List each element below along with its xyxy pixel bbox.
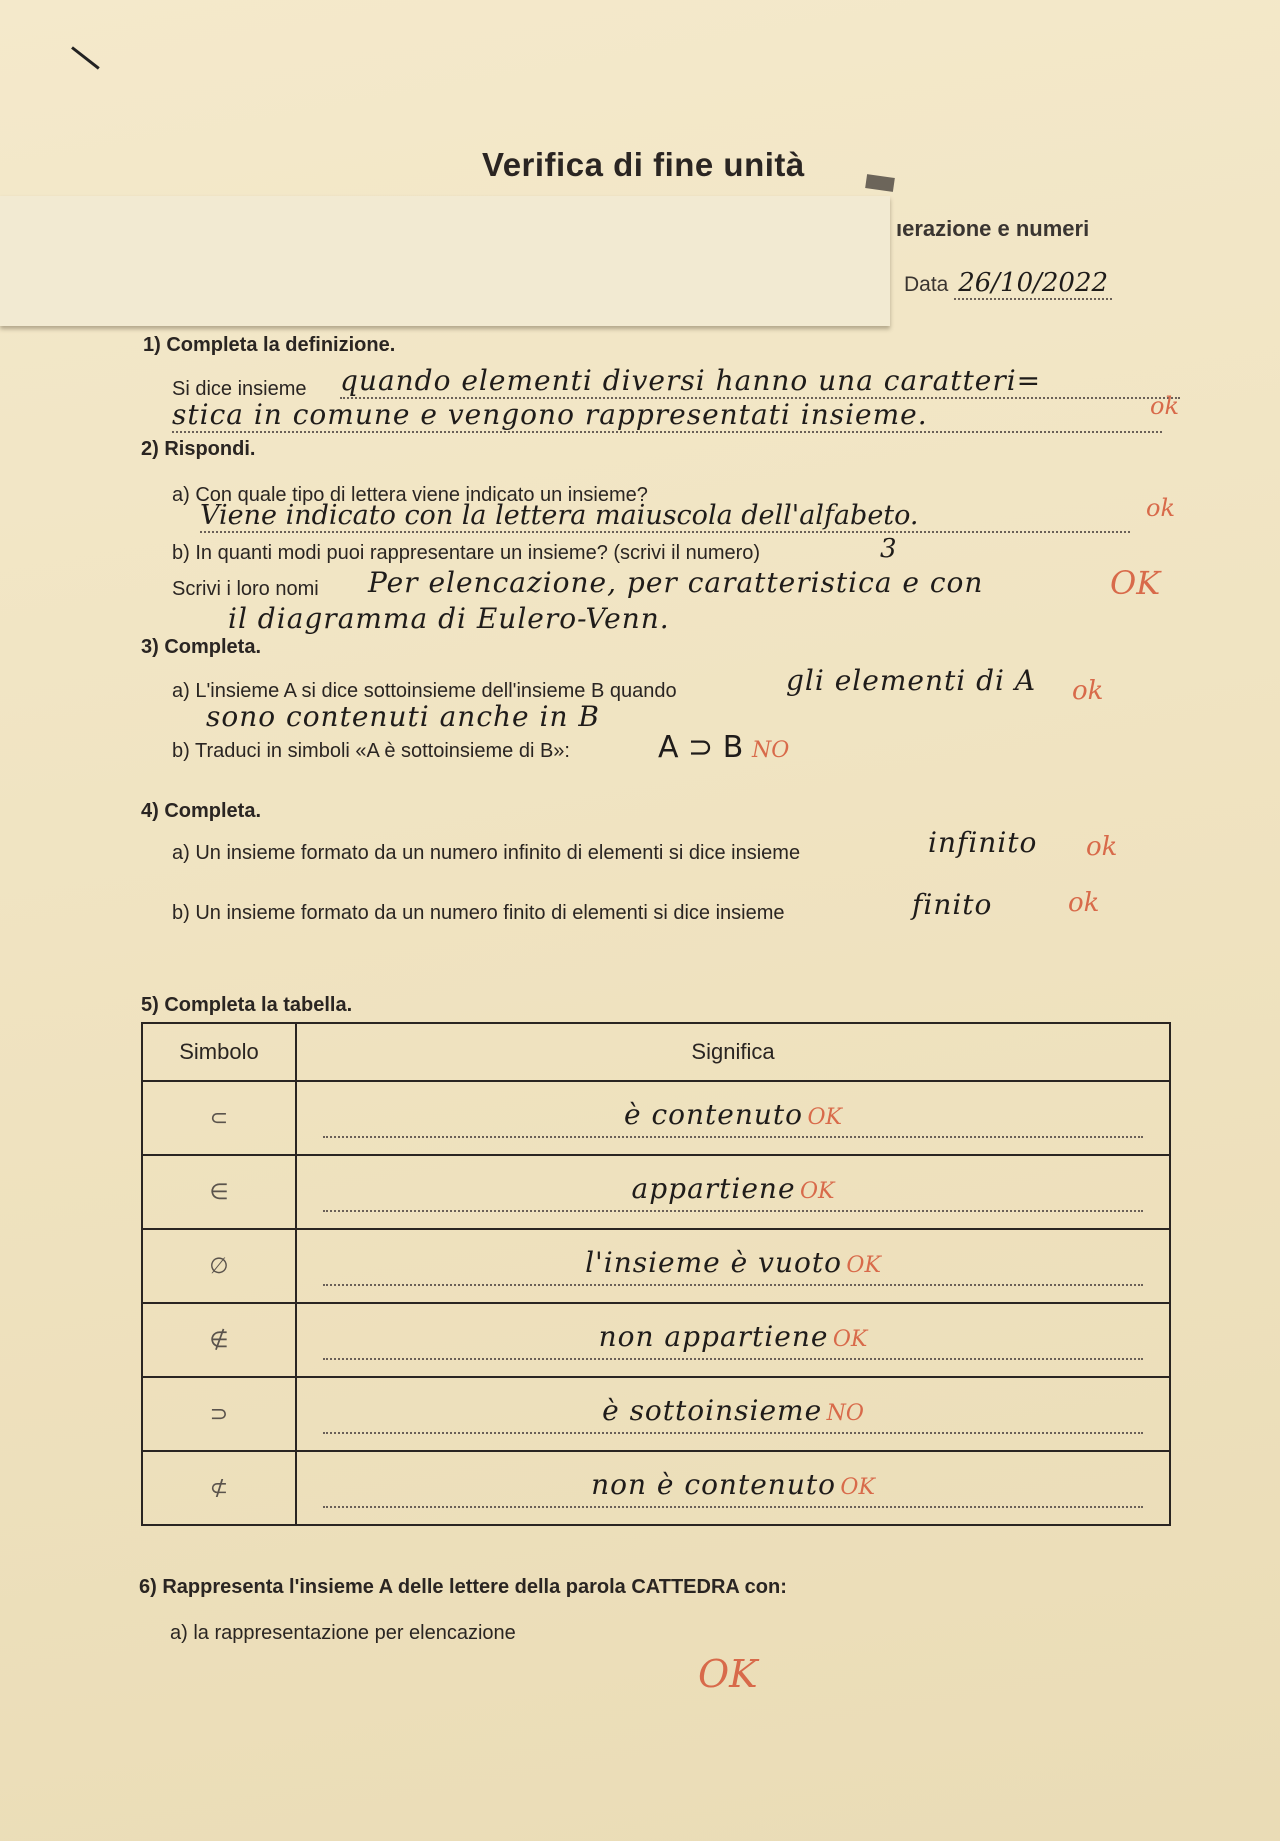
meaning-mark: OK bbox=[799, 1178, 835, 1204]
table-header-row bbox=[142, 1023, 1170, 1081]
q3a-prompt: a) L'insieme A si dice sottoinsieme dell'insieme B quando bbox=[172, 680, 677, 702]
q2a-mark: ok bbox=[1146, 494, 1175, 522]
q2a-answer: Viene indicato con la lettera maiuscola dell'alfabeto. bbox=[200, 500, 1130, 533]
q4b-mark: ok bbox=[1068, 888, 1100, 918]
table-row bbox=[142, 1155, 1170, 1229]
col-header-meaning: Significa bbox=[296, 1023, 1170, 1081]
table-row bbox=[142, 1451, 1170, 1525]
date-label: Data bbox=[904, 273, 949, 296]
meaning-answer: non appartiene bbox=[598, 1319, 829, 1353]
col-header-symbol: Simbolo bbox=[142, 1023, 296, 1081]
meaning-answer: non è contenuto bbox=[591, 1467, 836, 1501]
q3a-answer-line1: gli elementi di A bbox=[786, 664, 1037, 697]
q3a-answer-line2: sono contenuti anche in B bbox=[206, 700, 600, 733]
unit-subtitle: ıerazione e numeri bbox=[896, 216, 1090, 241]
meaning-mark: OK bbox=[846, 1252, 881, 1278]
symbol-cell: ∉ bbox=[142, 1303, 296, 1377]
q4a-prompt: a) Un insieme formato da un numero infinito di elementi si dice insieme bbox=[172, 842, 801, 864]
q2a-prompt: a) Con quale tipo di lettera viene indicato un insieme? bbox=[172, 484, 648, 506]
meaning-answer: appartiene bbox=[631, 1171, 796, 1205]
q6a-prompt: a) la rappresentazione per elencazione bbox=[170, 1622, 516, 1644]
q4b-prompt: b) Un insieme formato da un numero finito di elementi si dice insieme bbox=[172, 902, 785, 924]
q4-heading: 4) Completa. bbox=[141, 800, 262, 822]
q2-names-line1: Per elencazione, per caratteristica e con bbox=[368, 566, 984, 599]
symbol-cell: ⊃ bbox=[142, 1377, 296, 1451]
q1-answer-line1: quando elementi diversi hanno una caratteri= bbox=[340, 364, 1180, 399]
q6-heading: 6) Rappresenta l'insieme A delle lettere della parola CATTEDRA con: bbox=[139, 1576, 787, 1598]
q1-prompt: Si dice insieme bbox=[172, 378, 307, 400]
table-row bbox=[142, 1377, 1170, 1451]
symbol-cell: ⊄ bbox=[142, 1451, 296, 1525]
q3a-mark: ok bbox=[1072, 676, 1104, 706]
q3b-prompt: b) Traduci in simboli «A è sottoinsieme di B»: bbox=[172, 740, 570, 762]
date-field bbox=[904, 268, 1112, 298]
q6-mark: OK bbox=[698, 1652, 758, 1696]
meaning-answer: è contenuto bbox=[624, 1097, 804, 1131]
paper-cover-strip bbox=[0, 196, 890, 326]
date-value: 26/10/2022 bbox=[954, 268, 1112, 300]
meaning-answer: è sottoinsieme bbox=[602, 1393, 823, 1427]
q2-heading: 2) Rispondi. bbox=[141, 438, 256, 460]
q2b-prompt: b) In quanti modi puoi rappresentare un insieme? (scrivi il numero) bbox=[172, 542, 761, 564]
meaning-answer: l'insieme è vuoto bbox=[585, 1245, 842, 1279]
meaning-mark: OK bbox=[832, 1326, 868, 1352]
symbol-cell: ∅ bbox=[142, 1229, 296, 1303]
q3b-answer: A ⊃ B bbox=[658, 730, 744, 765]
symbol-table bbox=[141, 1022, 1171, 1526]
q4a-mark: ok bbox=[1086, 832, 1118, 862]
meaning-mark: OK bbox=[840, 1474, 875, 1500]
q3-heading: 3) Completa. bbox=[141, 636, 262, 658]
q2-names-mark: OK bbox=[1110, 564, 1161, 602]
q2b-number: 3 bbox=[880, 534, 897, 564]
q5-heading: 5) Completa la tabella. bbox=[141, 994, 353, 1016]
page-title: Verifica di fine unità bbox=[482, 146, 805, 183]
table-row bbox=[142, 1081, 1170, 1155]
q4b-answer: finito bbox=[912, 888, 993, 921]
table-row bbox=[142, 1303, 1170, 1377]
symbol-cell: ∈ bbox=[142, 1155, 296, 1229]
q2-names-prompt: Scrivi i loro nomi bbox=[172, 578, 319, 600]
q1-heading: 1) Completa la definizione. bbox=[143, 334, 396, 356]
meaning-mark: NO bbox=[826, 1400, 864, 1426]
q1-answer-line2: stica in comune e vengono rappresentati insieme. bbox=[172, 398, 1162, 433]
q2-names-line2: il diagramma di Eulero-Venn. bbox=[228, 602, 670, 635]
q3b-mark: NO bbox=[752, 738, 790, 763]
q1-mark: ok bbox=[1150, 392, 1179, 420]
table-row bbox=[142, 1229, 1170, 1303]
meaning-mark: OK bbox=[807, 1104, 842, 1130]
q4a-answer: infinito bbox=[928, 826, 1038, 859]
symbol-cell: ⊂ bbox=[142, 1081, 296, 1155]
